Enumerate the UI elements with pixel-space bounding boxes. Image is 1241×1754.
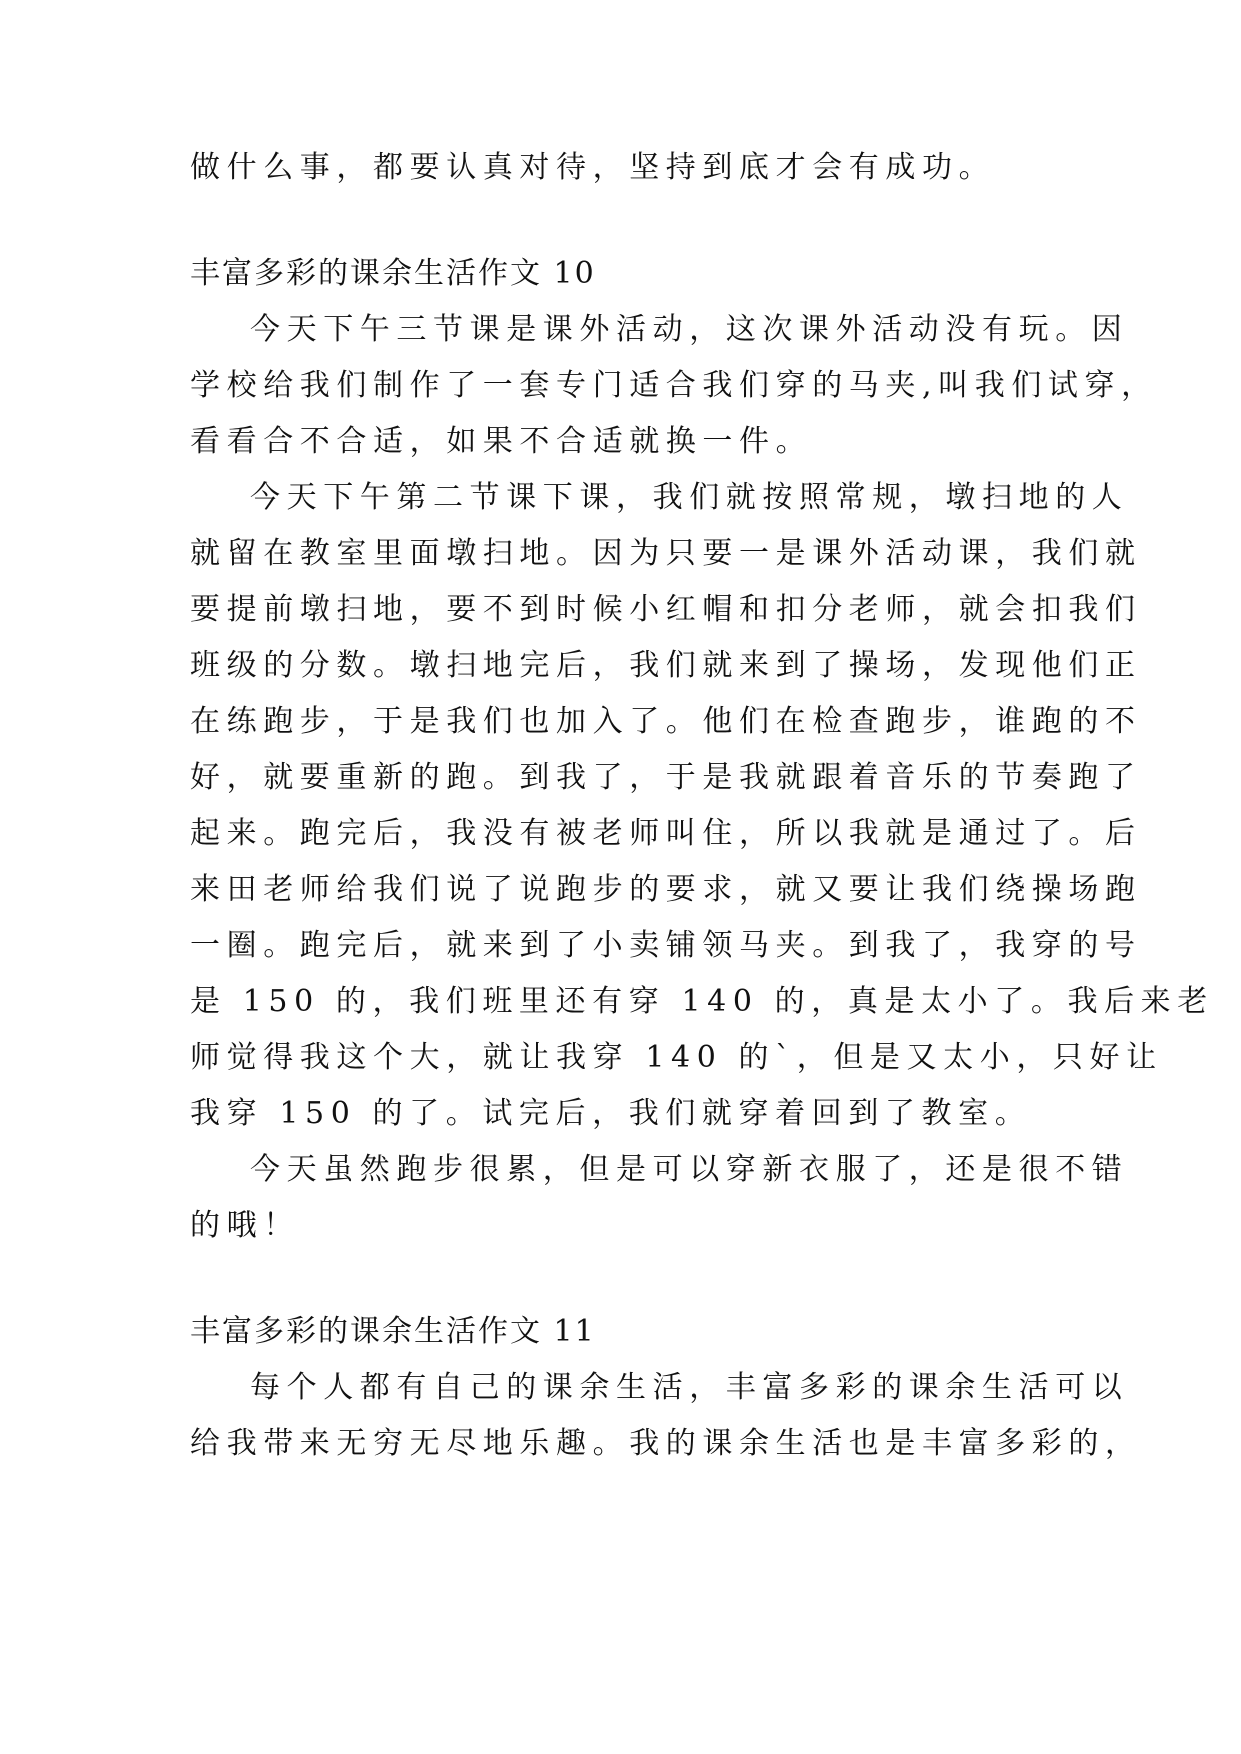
text-line: 我穿 150 的了。试完后，我们就穿着回到了教室。 <box>190 1096 1032 1131</box>
text-line: 一圈。跑完后，就来到了小卖铺领马夹。到我了，我穿的号 <box>190 928 1142 963</box>
text-line: 学校给我们制作了一套专门适合我们穿的马夹,叫我们试穿， <box>190 368 1158 403</box>
essay-heading-11: 丰富多彩的课余生活作文 11 <box>190 1314 596 1349</box>
text-line: 做什么事，都要认真对待，坚持到底才会有成功。 <box>190 150 996 185</box>
text-line: 给我带来无穷无尽地乐趣。我的课余生活也是丰富多彩的， <box>190 1426 1142 1461</box>
essay-heading-10: 丰富多彩的课余生活作文 10 <box>190 256 596 291</box>
text-line: 的哦！ <box>190 1208 300 1243</box>
text-line: 好，就要重新的跑。到我了，于是我就跟着音乐的节奏跑了 <box>190 760 1142 795</box>
text-line: 今天下午三节课是课外活动，这次课外活动没有玩。因 <box>250 312 1129 347</box>
text-line: 班级的分数。墩扫地完后，我们就来到了操场，发现他们正 <box>190 648 1142 683</box>
text-line: 看看合不合适，如果不合适就换一件。 <box>190 424 813 459</box>
text-line: 要提前墩扫地，要不到时候小红帽和扣分老师，就会扣我们 <box>190 592 1142 627</box>
text-line: 师觉得我这个大，就让我穿 140 的`，但是又太小，只好让 <box>190 1040 1163 1075</box>
text-line: 来田老师给我们说了说跑步的要求，就又要让我们绕操场跑 <box>190 872 1142 907</box>
text-line: 是 150 的，我们班里还有穿 140 的，真是太小了。我后来老 <box>190 984 1214 1019</box>
text-line: 今天下午第二节课下课，我们就按照常规，墩扫地的人 <box>250 480 1129 515</box>
text-line: 在练跑步，于是我们也加入了。他们在检查跑步，谁跑的不 <box>190 704 1142 739</box>
text-line: 就留在教室里面墩扫地。因为只要一是课外活动课，我们就 <box>190 536 1142 571</box>
text-line: 起来。跑完后，我没有被老师叫住，所以我就是通过了。后 <box>190 816 1142 851</box>
text-line: 今天虽然跑步很累，但是可以穿新衣服了，还是很不错 <box>250 1152 1129 1187</box>
text-line: 每个人都有自己的课余生活，丰富多彩的课余生活可以 <box>250 1370 1129 1405</box>
